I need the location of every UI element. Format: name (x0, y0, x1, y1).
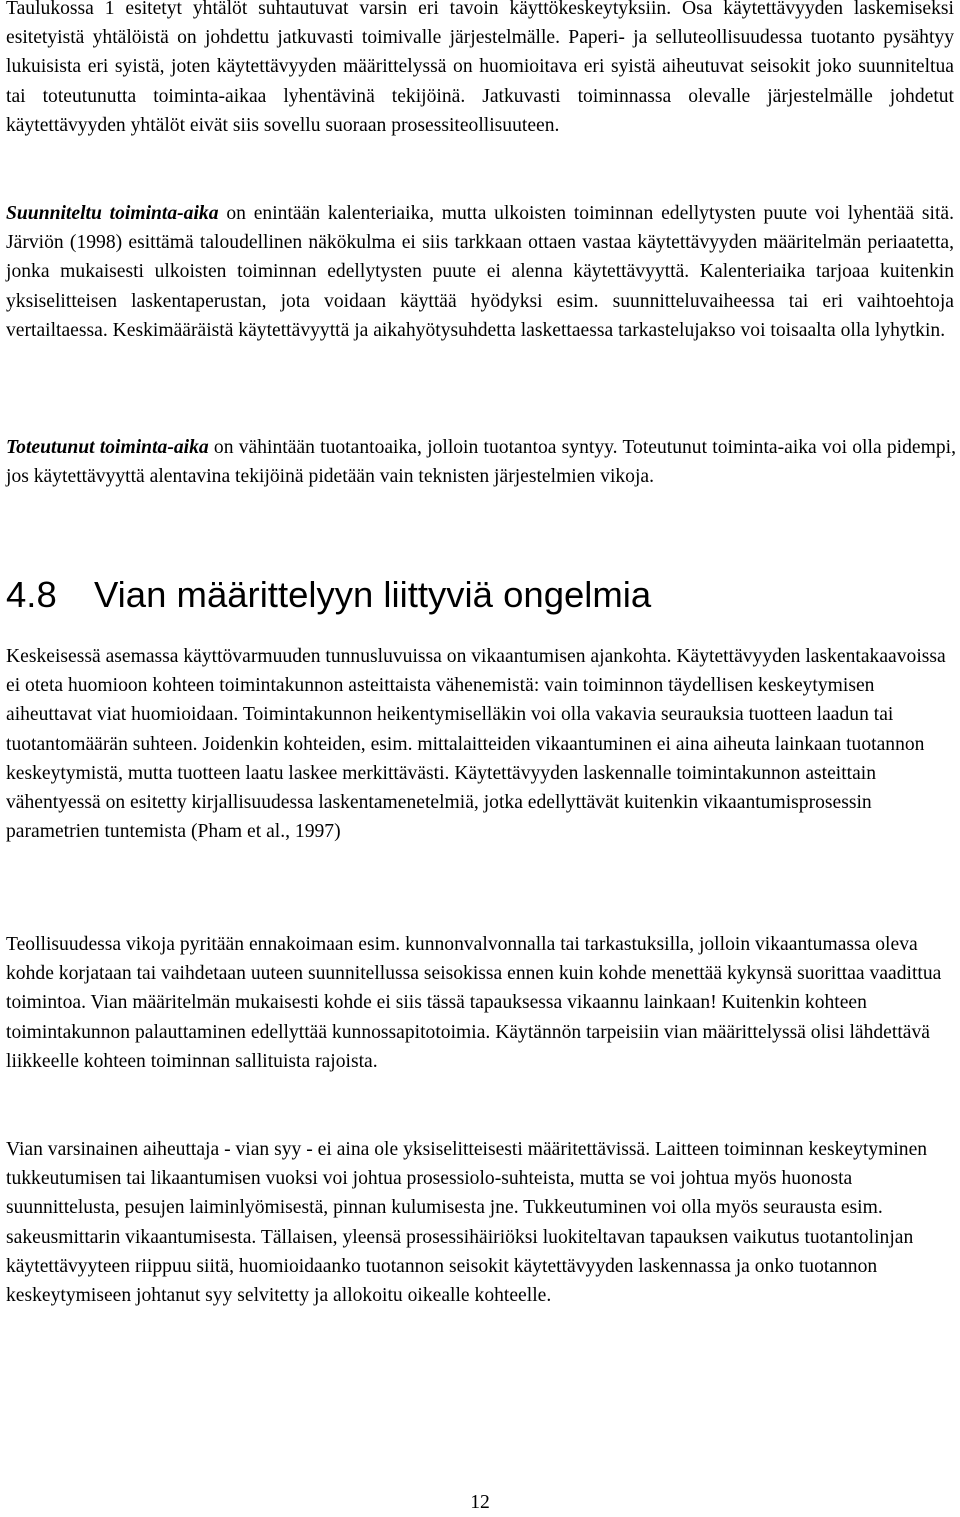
page-number: 12 (470, 1492, 490, 1513)
term-planned-operating-time: Suunniteltu toiminta-aika (6, 203, 219, 224)
section-number: 4.8 (6, 574, 57, 615)
paragraph-5: Teollisuudessa vikoja pyritään ennakoimaan esim. kunnonvalvonnalla tai tarkastuksilla, jolloin vikaantumassa oleva kohde korjataan tai vaihdetaan uuteen suunnitellussa seisokissa ennen kuin kohde menettää kykynsä suorittaa vaadittua toimintoa. Vian määritelmän mukaisesti kohde ei siis tässä tapauksessa vikaannu lainkaan! Kuitenkin kohteen toimintakunnon palauttaminen edellyttää kunnossapitotoimia. Käytännön tarpeisiin vian määrittelyssä olisi lähdettävä liikkeelle kohteen toiminnan sallituista rajoista. (6, 934, 942, 1072)
section-heading (6, 573, 651, 617)
paragraph-4: Keskeisessä asemassa käyttövarmuuden tunnusluvuissa on vikaantumisen ajankohta. Käytettävyyden laskentakaavoissa ei oteta huomioon kohteen toimintakunnon asteittaista vähenemistä: vain toiminnon täydellisen keskeytymisen aiheuttavat viat huomioidaan. Toimintakunnon heikentymiselläkin voi olla vakavia seurauksia tuotteen laadun tai tuotantomäärän suhteen. Joidenkin kohteiden, esim. mittalaitteiden vikaantuminen ei aina aiheuta lainkaan tuotannon keskeytymistä, mutta tuotteen laatu laskee merkittävästi. Käytettävyyden laskennalle toimintakunnon asteittain vähentyessä on esitetty kirjallisuudessa laskentamenetelmiä, jotka edellyttävät kuitenkin vikaantumisprosessin parametrien tuntemista (Pham et al., 1997) (6, 646, 946, 843)
paragraph-6: Vian varsinainen aiheuttaja - vian syy - ei aina ole yksiselitteisesti määritettävissä. Laitteen toiminnan keskeytyminen tukkeutumisen tai likaantumisen vuoksi voi johtua prosessiolo-suhteista, mutta se voi johtua myös huonosta suunnittelusta, pesujen laiminlyömisestä, pinnan kulumisesta jne. Tukkeutuminen voi olla myös seurausta esim. sakeusmittarin vikaantumisesta. Tällaisen, yleensä prosessihäiriöksi luokiteltavan tapauksen vaikutus tuotantolinjan käytettävyyteen riippuu siitä, huomioidaanko tuotannon seisokit käytettävyyden laskennassa ja onko tuotannon keskeytymiseen johtanut syy selvitetty ja allokoitu oikealle kohteelle. (6, 1139, 928, 1307)
paragraph-2-text: on enintään kalenteriaika, mutta ulkoisten toiminnan edellytysten puute voi lyhentää sitä. Järviön (1998) esittämä taloudellinen näkökulma ei siis tarkkaan ottaen vastaa käytettävyyden määritelmän periaatetta, jonka mukaisesti ulkoisten toiminnan edellytysten puute ei alenna käytettävyyttä. Kalenteriaika tarjoaa kuitenkin yksiselitteisen laskentaperustan, jota voidaan käyttää hyödyksi esim. suunnitteluvaiheessa tai eri vaihtoehtoja vertailtaessa. Keskimääräistä käytettävyyttä ja aikahyötysuhdetta laskettaessa tarkastelujakso voi toisaalta olla lyhytkin. (6, 203, 954, 341)
paragraph-1: Taulukossa 1 esitetyt yhtälöt suhtautuvat varsin eri tavoin käyttökeskeytyksiin. Osa käytettävyyden laskemiseksi esitetyistä yhtälöistä on johdettu jatkuvasti toimivalle järjestelmälle. Paperi- ja selluteollisuudessa tuotanto pysähtyy lukuisista eri syistä, joten käytettävyyden määrittelyssä on huomioitava eri syistä aiheutuvat seisokit joko suunniteltua tai toteutunutta toiminta-aikaa lyhentävinä tekijöinä. Jatkuvasti toiminnassa olevalle järjestelmälle johdetut käytettävyyden yhtälöt eivät siis sovellu suoraan prosessiteollisuuteen. (6, 0, 954, 136)
section-title: Vian määrittelyyn liittyviä ongelmia (94, 574, 652, 615)
paragraph-3-text: on vähintään tuotantoaika, jolloin tuotantoa syntyy. Toteutunut toiminta-aika voi olla pidempi, jos käytettävyyttä alentavina tekijöinä pidetään vain teknisten järjestelmien vikoja. (6, 437, 956, 488)
paragraph-2 (6, 199, 954, 345)
paragraph-3 (6, 433, 956, 491)
term-realized-operating-time: Toteutunut toiminta-aika (6, 437, 209, 458)
